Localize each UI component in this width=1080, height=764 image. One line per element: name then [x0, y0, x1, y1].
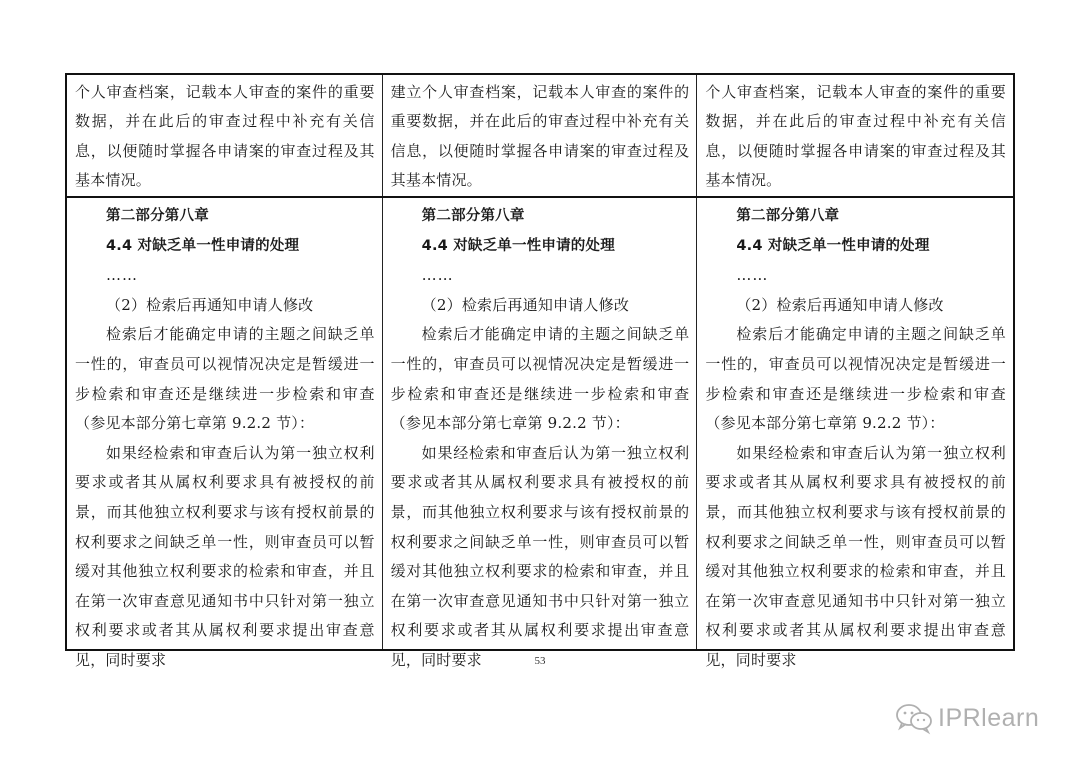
top-cell-text: 建立个人审查档案，记载本人审查的案件的重要数据，并在此后的审查过程中补充有关信息，以便随时掌握各申请案的审查过程及其基本情况。 — [390, 83, 690, 190]
section-heading: 4.4 对缺乏单一性申请的处理 — [106, 237, 300, 254]
paragraph-1: 检索后才能确定申请的主题之间缺乏单一性的，审查员可以视情况决定是暂缓进一步检索和审查还是继续进一步检索和审查（参见本部分第七章第 9.2.2 节）： — [390, 325, 690, 433]
watermark-text: IPRlearn — [938, 703, 1040, 732]
ellipsis-text: …… — [106, 266, 138, 285]
bottom-cell-1 — [67, 198, 382, 669]
section-heading: 4.4 对缺乏单一性申请的处理 — [736, 237, 930, 254]
top-cell-1 — [67, 75, 382, 196]
page-number: 53 — [534, 655, 546, 667]
chapter-heading: 第二部分第八章 — [736, 208, 840, 224]
table-row-top — [67, 75, 1013, 198]
paragraph-2: 如果经检索和审查后认为第一独立权利要求或者其从属权利要求具有被授权的前景，而其他独立权利要求与该有授权前景的权利要求之间缺乏单一性，则审查员可以暂缓对其他独立权利要求的检索和审查，并且在第一次审查意见通知书中只针对第一独立权利要求或者其从属权利要求提出审查意见，同时要求 — [390, 443, 690, 669]
chapter-heading: 第二部分第八章 — [106, 208, 209, 224]
top-cell-2 — [382, 75, 698, 196]
subsection-heading: （2）检索后再通知申请人修改 — [421, 295, 630, 314]
top-cell-text: 个人审查档案，记载本人审查的案件的重要数据，并在此后的审查过程中补充有关信息，以便随时掌握各申请案的审查过程及其基本情况。 — [75, 83, 375, 190]
paragraph-2: 如果经检索和审查后认为第一独立权利要求或者其从属权利要求具有被授权的前景，而其他独立权利要求与该有授权前景的权利要求之间缺乏单一性，则审查员可以暂缓对其他独立权利要求的检索和审查，并且在第一次审查意见通知书中只针对第一独立权利要求或者其从属权利要求提出审查意见，同时要求 — [75, 443, 375, 669]
bottom-cell-3 — [697, 198, 1013, 669]
subsection-heading: （2）检索后再通知申请人修改 — [106, 295, 314, 314]
watermark — [894, 702, 1039, 734]
chapter-heading: 第二部分第八章 — [421, 208, 525, 224]
ellipsis-text: …… — [736, 266, 769, 285]
wechat-icon — [894, 702, 934, 734]
subsection-heading: （2）检索后再通知申请人修改 — [736, 295, 944, 314]
section-heading: 4.4 对缺乏单一性申请的处理 — [421, 237, 615, 254]
paragraph-1: 检索后才能确定申请的主题之间缺乏单一性的，审查员可以视情况决定是暂缓进一步检索和审查还是继续进一步检索和审查（参见本部分第七章第 9.2.2 节）： — [75, 325, 375, 433]
ellipsis-text: …… — [421, 266, 454, 285]
paragraph-2: 如果经检索和审查后认为第一独立权利要求或者其从属权利要求具有被授权的前景，而其他独立权利要求与该有授权前景的权利要求之间缺乏单一性，则审查员可以暂缓对其他独立权利要求的检索和审查，并且在第一次审查意见通知书中只针对第一独立权利要求或者其从属权利要求提出审查意见，同时要求 — [705, 443, 1006, 669]
top-cell-text: 个人审查档案，记载本人审查的案件的重要数据，并在此后的审查过程中补充有关信息，以便随时掌握各申请案的审查过程及其基本情况。 — [705, 83, 1006, 190]
paragraph-1: 检索后才能确定申请的主题之间缺乏单一性的，审查员可以视情况决定是暂缓进一步检索和审查还是继续进一步检索和审查（参见本部分第七章第 9.2.2 节）： — [705, 325, 1006, 433]
top-cell-3 — [697, 75, 1013, 196]
